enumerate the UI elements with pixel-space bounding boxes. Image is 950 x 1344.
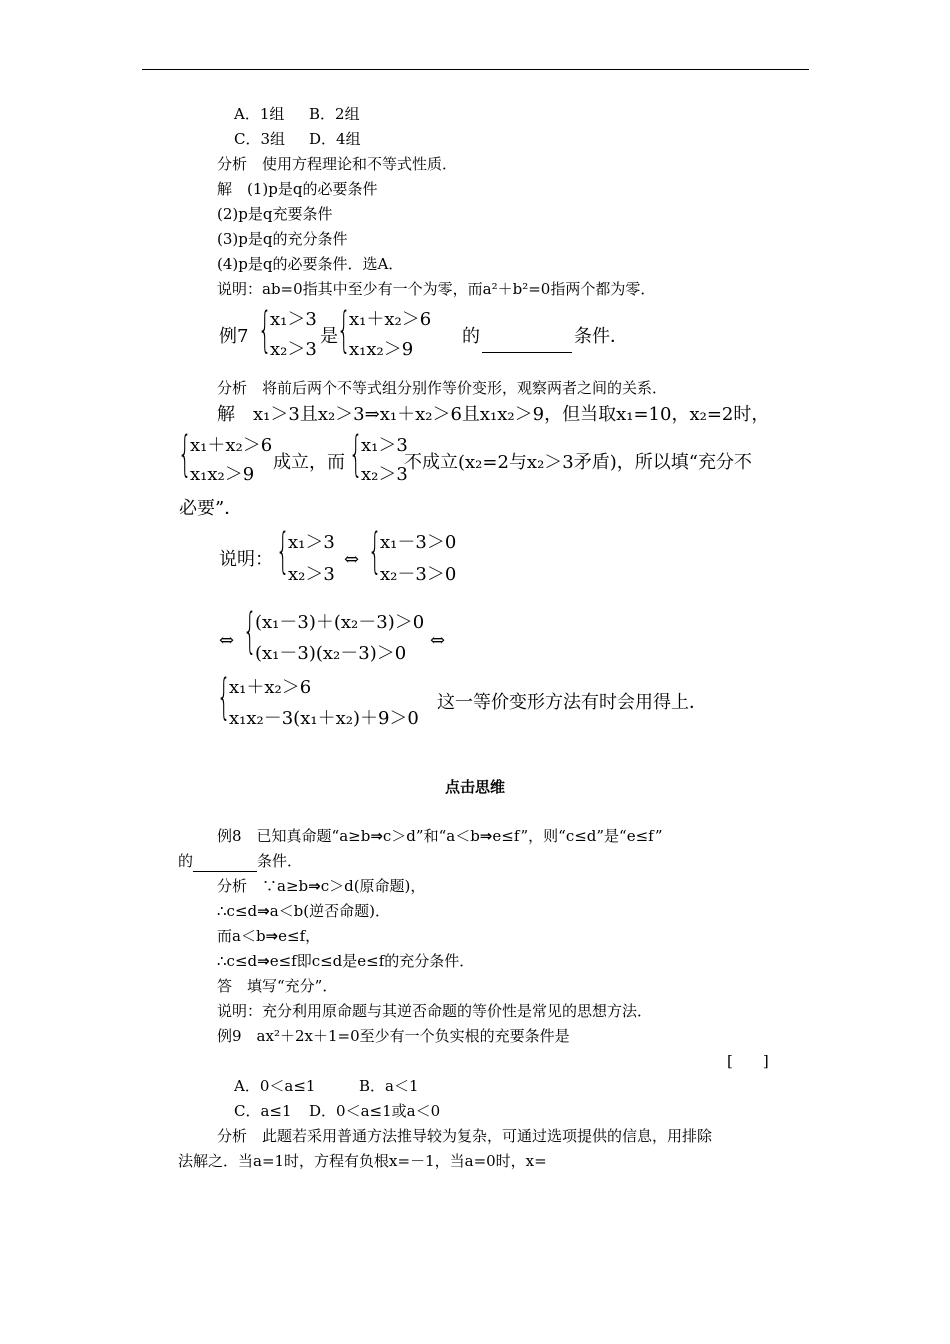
analysis-9-line-1: 分析 此题若采用普通方法推导较为复杂，可通过选项提供的信息，用排除 [217, 1127, 713, 1145]
note7-sysC-row2: (x₁－3)(x₂－3)＞0 [255, 643, 407, 664]
ex7-sysB-row1: x₁＋x₂＞6 [349, 309, 432, 330]
note7-sysB-row2: x₂－3＞0 [380, 564, 457, 585]
sol7-mid: 成立，而 [273, 452, 345, 473]
note7-sysD-row2: x₁x₂－3(x₁＋x₂)＋9＞0 [229, 708, 419, 729]
brace: { [337, 302, 351, 358]
ex9-option-d: D．0＜a≤1或a＜0 [309, 1102, 441, 1120]
option-a: A．1组 [234, 105, 285, 123]
example-8-line-2: 的 条件． [178, 852, 303, 870]
implies-arrow-icon: ⇒ [265, 927, 279, 945]
analysis-8-line-4: ∴c≤d⇒e≤f即c≤d是e≤f的充分条件． [217, 952, 475, 970]
ex9-option-b: B．a＜1 [359, 1077, 419, 1095]
header-rule [142, 69, 809, 70]
ex7-tail: 条件． [574, 326, 628, 347]
ex9-option-c: C．a≤1 [234, 1102, 292, 1120]
iff-symbol: ⇔ [430, 630, 446, 651]
ex7-sysB-row2: x₁x₂＞9 [349, 339, 414, 360]
brace: { [217, 669, 231, 725]
note7-tail: 这一等价变形方法有时会用得上． [437, 692, 707, 713]
solution-line-4: (4)p是q的必要条件．选A． [217, 255, 404, 273]
note-1: 说明：ab=0指其中至少有一个为零，而a²＋b²=0指两个都为零． [217, 280, 656, 298]
note7-sysC-row1: (x₁－3)＋(x₂－3)＞0 [255, 612, 425, 633]
implies-arrow-icon: ⇒ [257, 952, 270, 970]
sol7-sysA-row2: x₁x₂＞9 [190, 464, 255, 485]
brace: { [258, 302, 272, 358]
example-9-question: 例9 ax²＋2x＋1=0至少有一个负实根的充要条件是 [217, 1027, 570, 1045]
option-b: B．2组 [309, 105, 360, 123]
option-d: D．4组 [309, 130, 361, 148]
ex9-option-a: A．0＜a≤1 [234, 1077, 316, 1095]
analysis-8-line-3: 而a＜b⇒e≤f， [217, 927, 321, 945]
note-7-label: 说明： [219, 549, 273, 570]
implies-arrow-icon: ⇒ [370, 827, 383, 845]
analysis-1: 分析 使用方程理论和不等式性质． [217, 155, 458, 173]
analysis-8-line-1: 分析 ∵a≥b⇒c＞d(原命题)， [217, 877, 426, 895]
sol7-tail: 不成立(x₂=2与x₂＞3矛盾)，所以填“充分不 [404, 452, 752, 473]
solution-line-2: (2)p是q充要条件 [217, 205, 333, 223]
solution-7-line-1: 解 x₁＞3且x₂＞3⇒x₁＋x₂＞6且x₁x₂＞9，但当取x₁=10，x₂=2时， [217, 404, 770, 425]
ex7-sysA-row2: x₂＞3 [270, 339, 317, 360]
analysis-8-line-2: ∴c≤d⇒a＜b(逆否命题)． [217, 902, 390, 920]
sol7-sysB-row1: x₁＞3 [361, 435, 408, 456]
answer-bracket: [ ] [727, 1052, 769, 1070]
implies-arrow-icon: ⇒ [257, 902, 270, 920]
iff-symbol: ⇔ [219, 630, 235, 651]
ex7-sysA-row1: x₁＞3 [270, 309, 317, 330]
solution-line-3: (3)p是q的充分条件 [217, 230, 348, 248]
note-8: 说明：充分利用原命题与其逆否命题的等价性是常见的思想方法． [217, 1002, 653, 1020]
note7-sysA-row1: x₁＞3 [288, 532, 335, 553]
implies-arrow-icon: ⇒ [308, 877, 321, 895]
note7-sysA-row2: x₂＞3 [288, 564, 335, 585]
brace: { [368, 523, 382, 579]
sol7-end: 必要”． [179, 498, 243, 519]
brace: { [178, 426, 192, 482]
note7-sysB-row1: x₁－3＞0 [380, 532, 457, 553]
brace: { [276, 523, 290, 579]
analysis-7: 分析 将前后两个不等式组分别作等价变形，观察两者之间的关系． [217, 379, 668, 397]
answer-8: 答 填写“充分”． [217, 977, 338, 995]
implies-arrow-icon: ⇒ [479, 827, 493, 845]
sol7-sysB-row2: x₂＞3 [361, 464, 408, 485]
sol7-sysA-row1: x₁＋x₂＞6 [190, 435, 273, 456]
analysis-9-line-2: 法解之．当a=1时，方程有负根x=－1，当a=0时，x= [178, 1152, 547, 1170]
example-7-label: 例7 [219, 326, 249, 347]
example-8-line-1: 例8 已知真命题“a≥b⇒c＞d”和“a＜b⇒e≤f”，则“c≤d”是“e≤f” [217, 827, 663, 845]
ex7-answer-blank [482, 332, 572, 353]
option-c: C．3组 [234, 130, 286, 148]
brace: { [349, 426, 363, 482]
brace: { [243, 603, 257, 659]
iff-symbol: ⇔ [344, 549, 360, 570]
solution-line-1: 解 (1)p是q的必要条件 [217, 180, 378, 198]
ex7-mid: 是 [320, 326, 338, 347]
note7-sysD-row1: x₁＋x₂＞6 [229, 677, 312, 698]
ex7-de: 的 [462, 326, 480, 347]
section-title: 点击思维 [444, 778, 505, 796]
